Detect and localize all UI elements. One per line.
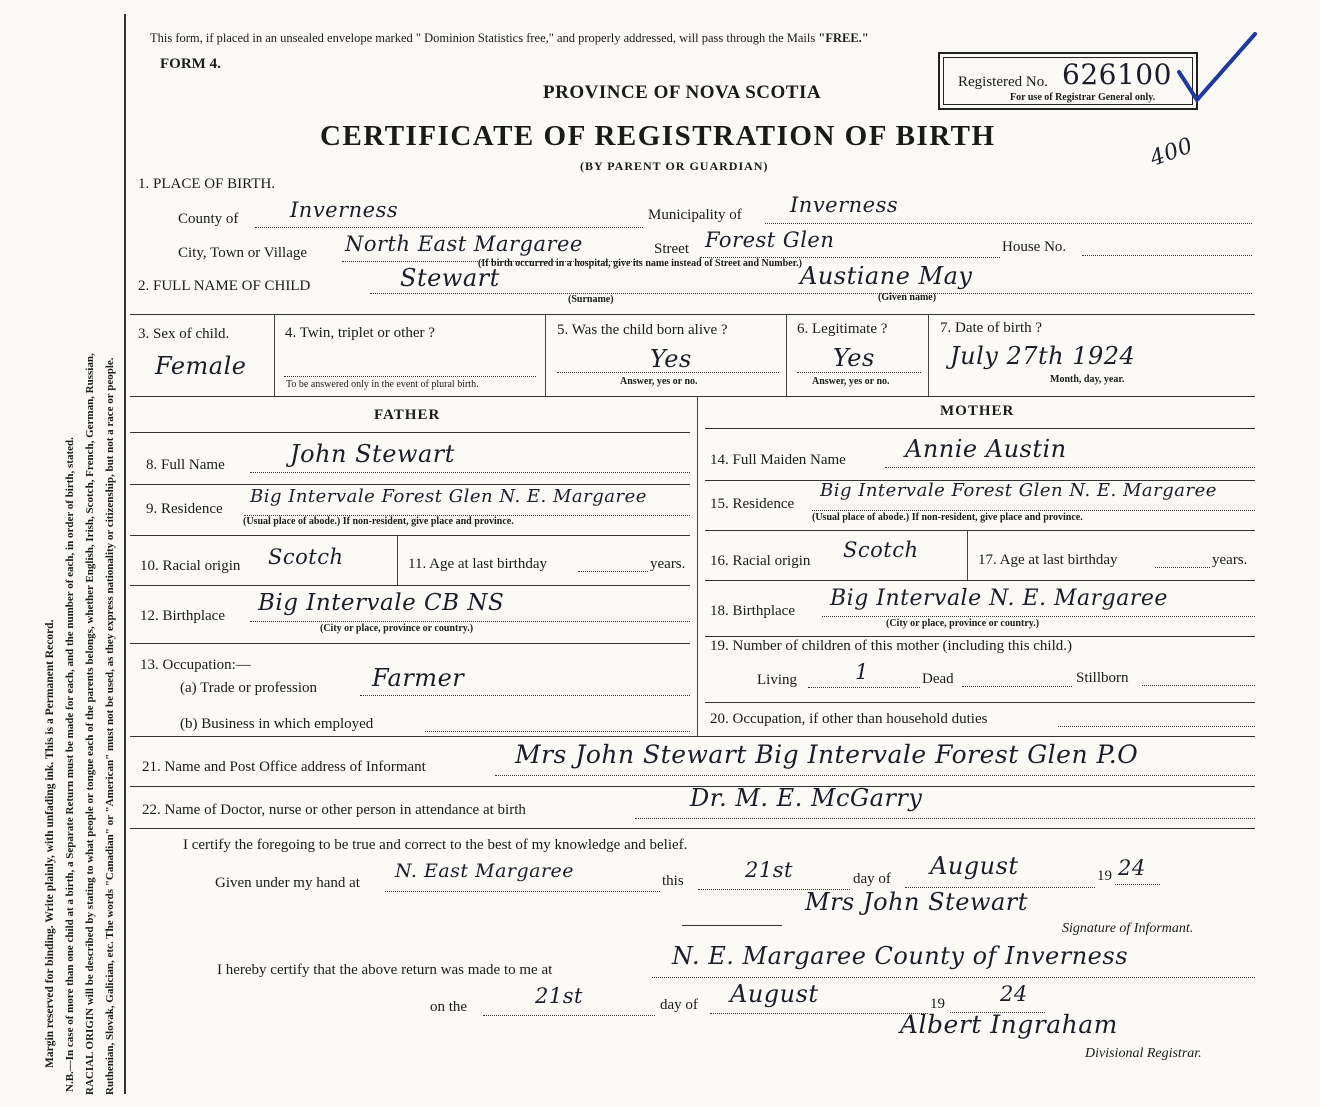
- mother-name-label: 14. Full Maiden Name: [710, 452, 846, 468]
- living-line: [808, 687, 920, 688]
- father-business-line: [425, 731, 690, 732]
- given-month: August: [930, 852, 1019, 880]
- municipality-value: Inverness: [790, 193, 899, 217]
- city-value: North East Margaree: [345, 232, 583, 256]
- given-place: N. East Margaree: [395, 860, 575, 882]
- father-rule-3: [130, 535, 690, 536]
- alive-line: [557, 372, 779, 373]
- mother-rule-4: [705, 580, 1255, 581]
- doctor-label: 22. Name of Doctor, nurse or other person in attendance at birth: [142, 802, 526, 818]
- province-heading: PROVINCE OF NOVA SCOTIA: [543, 82, 822, 103]
- row-rule-informant: [130, 736, 1255, 737]
- sex-label: 3. Sex of child.: [138, 326, 230, 342]
- dead-label: Dead: [922, 671, 954, 687]
- informant-label: 21. Name and Post Office address of Informant: [142, 759, 426, 775]
- registrar-place: N. E. Margaree County of Inverness: [672, 942, 1129, 970]
- mother-birthplace-label: 18. Birthplace: [710, 603, 795, 619]
- alive-label: 5. Was the child born alive ?: [557, 322, 728, 338]
- mail-free: "FREE.": [818, 31, 869, 45]
- mother-residence-value: Big Intervale Forest Glen N. E. Margaree: [820, 480, 1217, 501]
- registrar-caption: Divisional Registrar.: [1085, 1046, 1202, 1061]
- informant-signature-rule: [682, 925, 782, 926]
- margin-note-2: N.B.—In case of more than one child at a birth, a Separate Return must be made for each, and the number of each, in order of birth, stated.: [64, 437, 76, 1092]
- registered-number-box: [938, 52, 1198, 110]
- margin-note-4: Ruthenian, Slovak, Galician, etc. The words "Canadian" or "American" must not be used, as they express nationality or citizenship, but not a race or people.: [104, 357, 116, 1095]
- blue-check-mark-icon: [1175, 30, 1260, 110]
- father-rule: [130, 432, 690, 433]
- dob-value: July 27th 1924: [950, 342, 1136, 370]
- informant-value: Mrs John Stewart Big Intervale Forest Glen P.O: [515, 740, 1139, 769]
- father-residence-label: 9. Residence: [146, 501, 223, 517]
- alive-value: Yes: [650, 345, 692, 373]
- county-line: [255, 227, 643, 228]
- child-given-name: Austiane May: [800, 262, 973, 290]
- hospital-note: (If birth occurred in a hospital, give its name instead of Street and Number.): [478, 258, 802, 269]
- divider-5-6: [786, 314, 787, 396]
- mother-name-line: [885, 467, 1255, 468]
- father-occupation-label: 13. Occupation:—: [140, 657, 251, 673]
- form-number: FORM 4.: [160, 56, 221, 72]
- mother-age-unit: years.: [1212, 552, 1248, 568]
- row-rule-parents: [130, 396, 1255, 397]
- father-residence-value: Big Intervale Forest Glen N. E. Margaree: [250, 486, 647, 507]
- mother-birthplace-caption: (City or place, province or country.): [886, 618, 1040, 629]
- county-label: County of: [178, 211, 239, 227]
- sex-value: Female: [155, 352, 247, 380]
- margin-note-1: Margin reserved for binding. Write plainly, with unfading ink. This is a Permanent Record.: [44, 619, 56, 1068]
- child-name-line: [370, 293, 1252, 294]
- twin-line: [284, 376, 536, 377]
- doctor-line: [635, 818, 1255, 819]
- day-of-label: day of: [853, 871, 891, 887]
- reg-month: August: [730, 980, 819, 1008]
- father-birthplace-line: [250, 621, 690, 622]
- father-name-label: 8. Full Name: [146, 457, 225, 473]
- informant-signature-caption: Signature of Informant.: [1062, 921, 1194, 936]
- row-rule-certification: [130, 828, 1255, 829]
- mother-rule-5: [705, 636, 1255, 637]
- divider-4-5: [545, 314, 546, 396]
- informant-signature: Mrs John Stewart: [805, 888, 1028, 916]
- dob-caption: Month, day, year.: [1050, 374, 1125, 385]
- mother-children-label: 19. Number of children of this mother (including this child.): [710, 638, 1073, 654]
- father-age-line: [578, 571, 648, 572]
- row-rule-top: [130, 314, 1255, 315]
- street-value: Forest Glen: [705, 228, 835, 252]
- legitimate-value: Yes: [833, 344, 875, 372]
- given-place-line: [385, 891, 660, 892]
- child-surname: Stewart: [400, 264, 500, 292]
- father-mother-divider: [697, 396, 698, 736]
- doctor-value: Dr. M. E. McGarry: [690, 784, 923, 812]
- informant-line: [495, 775, 1255, 776]
- mother-rule: [705, 428, 1255, 429]
- mother-residence-caption: (Usual place of abode.) If non-resident, give place and province.: [812, 512, 1083, 523]
- father-rule-2: [130, 484, 690, 485]
- county-value: Inverness: [290, 198, 399, 222]
- father-trade-value: Farmer: [372, 664, 465, 692]
- divider-6-7: [928, 314, 929, 396]
- binding-margin-rule: [124, 14, 126, 1094]
- registrar-signature: Albert Ingraham: [900, 1010, 1118, 1039]
- father-racial-value: Scotch: [268, 545, 344, 569]
- mother-age-line: [1155, 567, 1210, 568]
- father-rule-4: [130, 585, 690, 586]
- reg-year-prefix: 19: [930, 996, 945, 1012]
- father-age-label: 11. Age at last birthday: [408, 556, 547, 572]
- mother-heading: MOTHER: [940, 403, 1015, 419]
- mother-occupation-label: 20. Occupation, if other than household duties: [710, 711, 988, 727]
- street-label: Street: [654, 241, 689, 257]
- stillborn-line: [1142, 685, 1255, 686]
- year-prefix: 19: [1097, 868, 1112, 884]
- mother-birthplace-line: [822, 616, 1255, 617]
- municipality-label: Municipality of: [648, 207, 742, 223]
- house-line: [1082, 255, 1252, 256]
- given-day: 21st: [745, 858, 793, 882]
- registrar-statement: I hereby certify that the above return was made to me at: [217, 962, 553, 978]
- certificate-title: CERTIFICATE OF REGISTRATION OF BIRTH: [320, 120, 996, 152]
- registrar-place-line: [652, 977, 1255, 978]
- legitimate-line: [797, 372, 921, 373]
- reg-day: 21st: [535, 984, 583, 1008]
- living-value: 1: [855, 660, 869, 684]
- given-caption: (Given name): [878, 292, 937, 303]
- registered-label: Registered No.: [958, 74, 1048, 90]
- father-birthplace-value: Big Intervale CB NS: [258, 590, 505, 616]
- father-name-value: John Stewart: [290, 440, 455, 468]
- twin-label: 4. Twin, triplet or other ?: [285, 325, 435, 341]
- mother-occupation-line: [1058, 726, 1255, 727]
- mother-name-value: Annie Austin: [905, 435, 1067, 463]
- mother-residence-line: [812, 510, 1255, 511]
- father-racial-divider: [397, 535, 398, 585]
- father-trade-line: [360, 695, 690, 696]
- surname-caption: (Surname): [568, 294, 614, 305]
- mail-notice: [150, 31, 869, 46]
- mother-rule-3: [705, 530, 1255, 531]
- given-year-line: [1115, 884, 1160, 885]
- certificate-subtitle: (BY PARENT OR GUARDIAN): [580, 159, 769, 173]
- father-residence-caption: (Usual place of abode.) If non-resident, give place and province.: [243, 516, 514, 527]
- father-rule-5: [130, 643, 690, 644]
- alive-caption: Answer, yes or no.: [620, 376, 698, 387]
- given-year: 24: [1118, 856, 1146, 880]
- mail-notice-text: This form, if placed in an unsealed envelope marked " Dominion Statistics free," and properly addressed, will pass through the Mails: [150, 31, 816, 45]
- municipality-line: [765, 223, 1252, 224]
- divider-3-4: [274, 314, 275, 396]
- mother-racial-divider: [967, 530, 968, 580]
- stamp-mark: 400: [1147, 133, 1197, 172]
- stillborn-label: Stillborn: [1076, 670, 1129, 686]
- legitimate-label: 6. Legitimate ?: [797, 321, 888, 337]
- reg-month-line: [710, 1013, 928, 1014]
- on-the-label: on the: [430, 999, 468, 1015]
- father-age-unit: years.: [650, 556, 686, 572]
- dob-label: 7. Date of birth ?: [940, 320, 1043, 336]
- legitimate-caption: Answer, yes or no.: [812, 376, 890, 387]
- reg-day-of-label: day of: [660, 997, 698, 1013]
- reg-year: 24: [1000, 982, 1028, 1006]
- mother-racial-value: Scotch: [843, 538, 919, 562]
- registrar-only-note: For use of Registrar General only.: [1010, 92, 1156, 103]
- mother-rule-6: [705, 702, 1255, 703]
- this-label: this: [662, 873, 684, 889]
- mother-racial-label: 16. Racial origin: [710, 553, 811, 569]
- living-label: Living: [757, 672, 797, 688]
- margin-note-3: RACIAL ORIGIN will be described by stating to what people or tongue each of the parents belongs, whether English, Irish, Scotch, French, German, Russian,: [84, 353, 96, 1095]
- father-name-line: [250, 472, 690, 473]
- mother-residence-label: 15. Residence: [710, 496, 795, 512]
- father-business-label: (b) Business in which employed: [180, 716, 374, 732]
- father-racial-label: 10. Racial origin: [140, 558, 241, 574]
- father-birthplace-caption: (City or place, province or country.): [320, 623, 474, 634]
- mother-birthplace-value: Big Intervale N. E. Margaree: [830, 586, 1168, 611]
- city-label: City, Town or Village: [178, 245, 308, 261]
- house-label: House No.: [1002, 239, 1067, 255]
- twin-caption: To be answered only in the event of plural birth.: [286, 379, 479, 390]
- child-name-label: 2. FULL NAME OF CHILD: [138, 278, 311, 294]
- father-trade-label: (a) Trade or profession: [180, 680, 318, 696]
- dead-line: [962, 686, 1072, 687]
- mother-age-label: 17. Age at last birthday: [978, 552, 1118, 568]
- registered-value: 626100: [1062, 58, 1172, 91]
- father-birthplace-label: 12. Birthplace: [140, 608, 225, 624]
- reg-day-line: [483, 1015, 655, 1016]
- given-label: Given under my hand at: [215, 875, 360, 891]
- father-heading: FATHER: [374, 407, 441, 423]
- certification-statement: I certify the foregoing to be true and correct to the best of my knowledge and belief.: [183, 837, 688, 853]
- place-heading: 1. PLACE OF BIRTH.: [138, 176, 276, 192]
